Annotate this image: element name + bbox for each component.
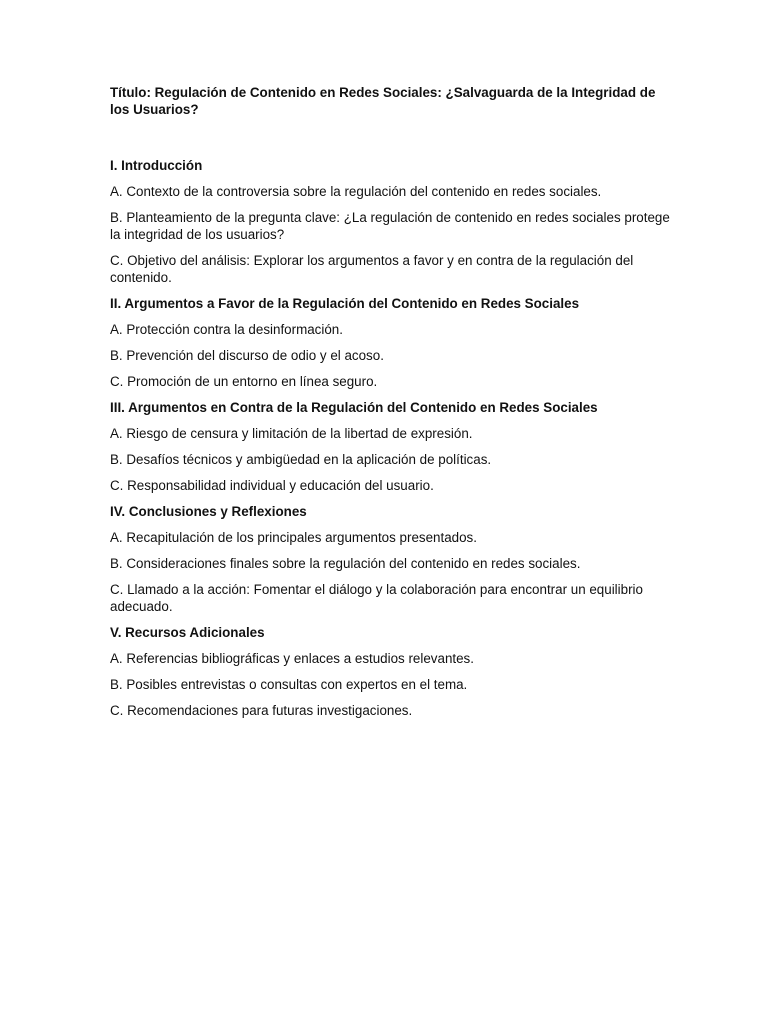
outline-item: C. Objetivo del análisis: Explorar los argumentos a favor y en contra de la regulación del contenido. (110, 253, 634, 285)
outline-item: A. Referencias bibliográficas y enlaces a estudios relevantes. (110, 651, 474, 666)
section-heading: II. Argumentos a Favor de la Regulación del Contenido en Redes Sociales (110, 296, 580, 311)
outline-item: C. Recomendaciones para futuras investigaciones. (110, 703, 413, 718)
outline-item: B. Planteamiento de la pregunta clave: ¿La regulación de contenido en redes sociales protege la integridad de los usuarios? (110, 210, 670, 242)
section-heading: IV. Conclusiones y Reflexiones (110, 504, 307, 519)
outline-item: B. Prevención del discurso de odio y el acoso. (110, 348, 384, 363)
outline-item: C. Responsabilidad individual y educación del usuario. (110, 478, 434, 493)
section-heading: V. Recursos Adicionales (110, 625, 265, 640)
outline-item: A. Protección contra la desinformación. (110, 322, 343, 337)
section-heading: III. Argumentos en Contra de la Regulación del Contenido en Redes Sociales (110, 400, 598, 415)
section-introduccion (110, 157, 670, 286)
document-page (110, 84, 670, 728)
outline-item: C. Llamado a la acción: Fomentar el diálogo y la colaboración para encontrar un equilibrio adecuado. (110, 582, 643, 614)
outline-item: A. Contexto de la controversia sobre la regulación del contenido en redes sociales. (110, 184, 602, 199)
outline-item: A. Recapitulación de los principales argumentos presentados. (110, 530, 477, 545)
outline-item: B. Consideraciones finales sobre la regulación del contenido en redes sociales. (110, 556, 581, 571)
section-recursos-adicionales (110, 624, 670, 719)
section-conclusiones (110, 503, 670, 615)
outline-item: B. Desafíos técnicos y ambigüedad en la aplicación de políticas. (110, 452, 492, 467)
document-title: Título: Regulación de Contenido en Redes Sociales: ¿Salvaguarda de la Integridad de los Usuarios? (110, 85, 656, 117)
section-argumentos-en-contra (110, 399, 670, 494)
outline-item: C. Promoción de un entorno en línea seguro. (110, 374, 378, 389)
outline-item: A. Riesgo de censura y limitación de la libertad de expresión. (110, 426, 473, 441)
section-heading: I. Introducción (110, 158, 203, 173)
section-argumentos-a-favor (110, 295, 670, 390)
outline-item: B. Posibles entrevistas o consultas con expertos en el tema. (110, 677, 468, 692)
